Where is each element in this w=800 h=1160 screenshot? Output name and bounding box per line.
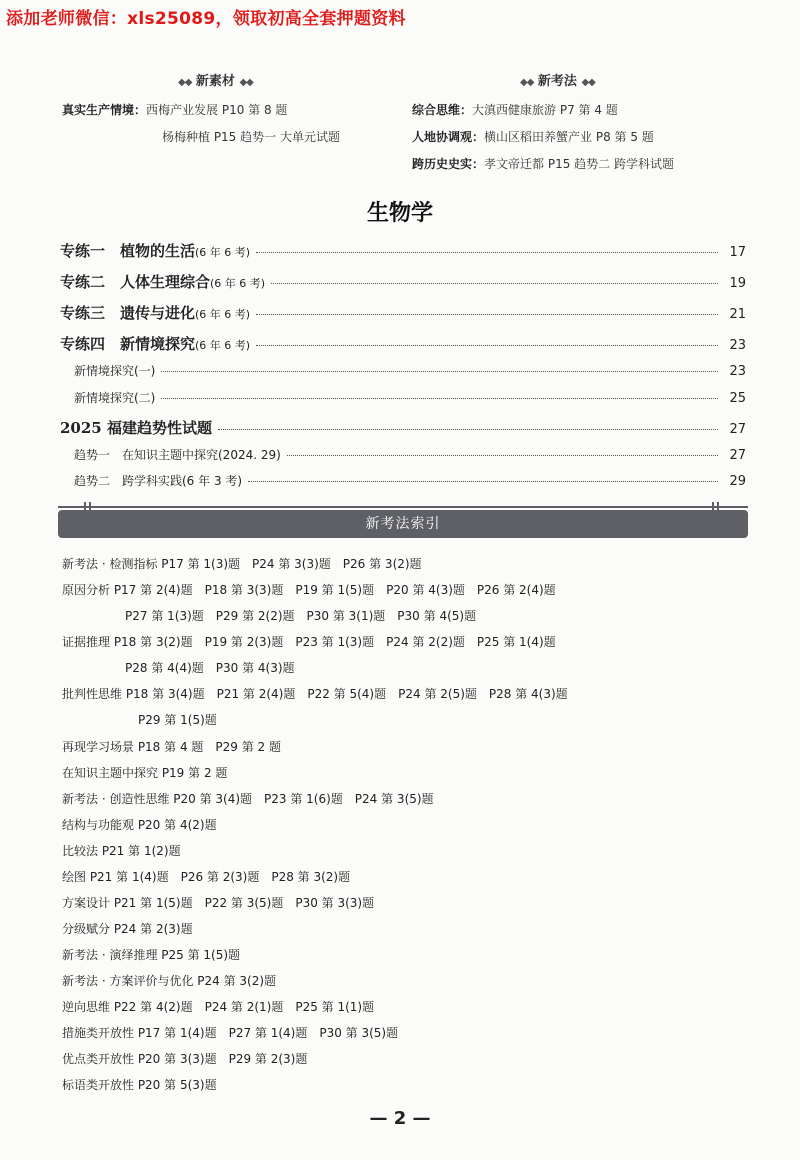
index-line: 逆向思维 P22 第 4(2)题 P24 第 2(1)题 P25 第 1(1)题	[62, 1000, 375, 1014]
diamond-right-icon: ◆◆	[581, 77, 595, 88]
new-method-heading-text: 新考法	[537, 74, 577, 89]
toc-sub: (6 年 6 考)	[210, 277, 266, 290]
index-line: 新考法 · 创造性思维 P20 第 3(4)题 P23 第 1(6)题 P24 第 3(5)题	[62, 792, 434, 806]
new-method-line	[412, 155, 674, 172]
index-line: P27 第 1(3)题 P29 第 2(2)题 P30 第 3(1)题 P30 第 4(5)题	[125, 609, 477, 623]
method-text: 孝文帝迁都 P15 趋势二 跨学科试题	[484, 157, 674, 171]
toc-label: 趋势二 跨学科实践(6 年 3 考)	[74, 474, 243, 488]
index-line: 分级赋分 P24 第 2(3)题	[62, 922, 193, 936]
index-line: 原因分析 P17 第 2(4)题 P18 第 3(3)题 P19 第 1(5)题 P20 第 4(3)题 P26 第 2(4)题	[62, 583, 556, 597]
toc-label: 专练一 植物的生活	[60, 242, 196, 260]
new-material-line	[62, 101, 287, 118]
method-label: 综合思维：	[412, 103, 473, 117]
watermark-text: 添加老师微信：xls25089，领取初高全套押题资料	[6, 9, 406, 29]
new-material-heading	[178, 70, 253, 89]
leader-dots	[218, 429, 718, 430]
toc-sub: (6 年 6 考)	[195, 308, 251, 321]
toc-label: 专练四 新情境探究	[60, 335, 196, 353]
toc-entry[interactable]	[60, 417, 746, 438]
toc-entry[interactable]	[74, 389, 746, 406]
index-line: 新考法 · 演绎推理 P25 第 1(5)题	[62, 948, 241, 962]
index-line: P29 第 1(5)题	[138, 713, 217, 727]
index-line: 措施类开放性 P17 第 1(4)题 P27 第 1(4)题 P30 第 3(5)题	[62, 1026, 399, 1040]
index-line: 标语类开放性 P20 第 5(3)题	[62, 1078, 217, 1092]
material-text: 西梅产业发展 P10 第 8 题	[146, 103, 288, 117]
toc-entry[interactable]	[74, 362, 746, 379]
index-line: 再现学习场景 P18 第 4 题 P29 第 2 题	[62, 740, 281, 754]
index-line: 新考法 · 方案评价与优化 P24 第 3(2)题	[62, 974, 277, 988]
index-line: 结构与功能观 P20 第 4(2)题	[62, 818, 217, 832]
toc-entry[interactable]	[74, 446, 746, 463]
index-line: 证据推理 P18 第 3(2)题 P19 第 2(3)题 P23 第 1(3)题 P24 第 2(2)题 P25 第 1(4)题	[62, 635, 556, 649]
new-material-heading-text: 新素材	[195, 74, 235, 89]
new-method-line	[412, 128, 654, 145]
leader-dots	[248, 481, 718, 482]
toc-label: 新情境探究(二)	[74, 391, 156, 405]
toc-label: 趋势一 在知识主题中探究(2024. 29)	[74, 448, 281, 462]
index-line: 方案设计 P21 第 1(5)题 P22 第 3(5)题 P30 第 3(3)题	[62, 896, 375, 910]
toc-label: 2025 福建趋势性试题	[60, 419, 212, 437]
leader-dots	[287, 455, 718, 456]
leader-dots	[256, 345, 718, 346]
index-line: 在知识主题中探究 P19 第 2 题	[62, 766, 228, 780]
diamond-left-icon: ◆◆	[178, 77, 192, 88]
index-line: 新考法 · 检测指标 P17 第 1(3)题 P24 第 3(3)题 P26 第 3(2)题	[62, 557, 422, 571]
index-banner: 新考法索引	[58, 510, 748, 538]
toc-sub: (6 年 6 考)	[195, 339, 251, 352]
leader-dots	[256, 314, 718, 315]
toc-label: 专练二 人体生理综合	[60, 273, 211, 291]
index-line: 批判性思维 P18 第 3(4)题 P21 第 2(4)题 P22 第 5(4)题 P24 第 2(5)题 P28 第 4(3)题	[62, 687, 568, 701]
index-line: 比较法 P21 第 1(2)题	[62, 844, 181, 858]
index-line: P28 第 4(4)题 P30 第 4(3)题	[125, 661, 295, 675]
material-text: 杨梅种植 P15 趋势一 大单元试题	[162, 130, 340, 144]
toc-entry[interactable]	[60, 302, 746, 323]
diamond-right-icon: ◆◆	[239, 77, 253, 88]
toc-page: 27	[729, 448, 746, 463]
leader-dots	[256, 252, 718, 253]
subject-title: 生物学	[366, 200, 433, 226]
toc-page: 23	[729, 338, 746, 353]
leader-dots	[271, 283, 718, 284]
index-line: 绘图 P21 第 1(4)题 P26 第 2(3)题 P28 第 3(2)题	[62, 870, 351, 884]
new-material-line	[162, 128, 340, 145]
leader-dots	[161, 371, 718, 372]
toc-page: 17	[729, 245, 746, 260]
toc-page: 21	[729, 307, 746, 322]
toc-page: 29	[729, 474, 746, 489]
toc-page: 23	[729, 364, 746, 379]
toc-entry[interactable]	[60, 240, 746, 261]
toc-label: 专练三 遗传与进化	[60, 304, 196, 322]
new-method-heading	[520, 70, 595, 89]
toc-entry[interactable]	[60, 333, 746, 354]
toc-page: 27	[729, 422, 746, 437]
toc-sub: (6 年 6 考)	[195, 246, 251, 259]
new-method-line	[412, 101, 618, 118]
method-label: 人地协调观：	[412, 130, 485, 144]
material-label: 真实生产情境：	[62, 103, 147, 117]
method-label: 跨历史史实：	[412, 157, 485, 171]
toc-page: 25	[729, 391, 746, 406]
method-text: 横山区稻田养蟹产业 P8 第 5 题	[484, 130, 654, 144]
leader-dots	[161, 398, 718, 399]
index-line: 优点类开放性 P20 第 3(3)题 P29 第 2(3)题	[62, 1052, 308, 1066]
toc-label: 新情境探究(一)	[74, 364, 156, 378]
page-number: — 2 —	[369, 1108, 431, 1129]
toc-entry[interactable]	[60, 271, 746, 292]
diamond-left-icon: ◆◆	[520, 77, 534, 88]
method-text: 大滇西健康旅游 P7 第 4 题	[472, 103, 618, 117]
banner-rule	[58, 506, 748, 508]
toc-entry[interactable]	[74, 472, 746, 489]
toc-page: 19	[729, 276, 746, 291]
